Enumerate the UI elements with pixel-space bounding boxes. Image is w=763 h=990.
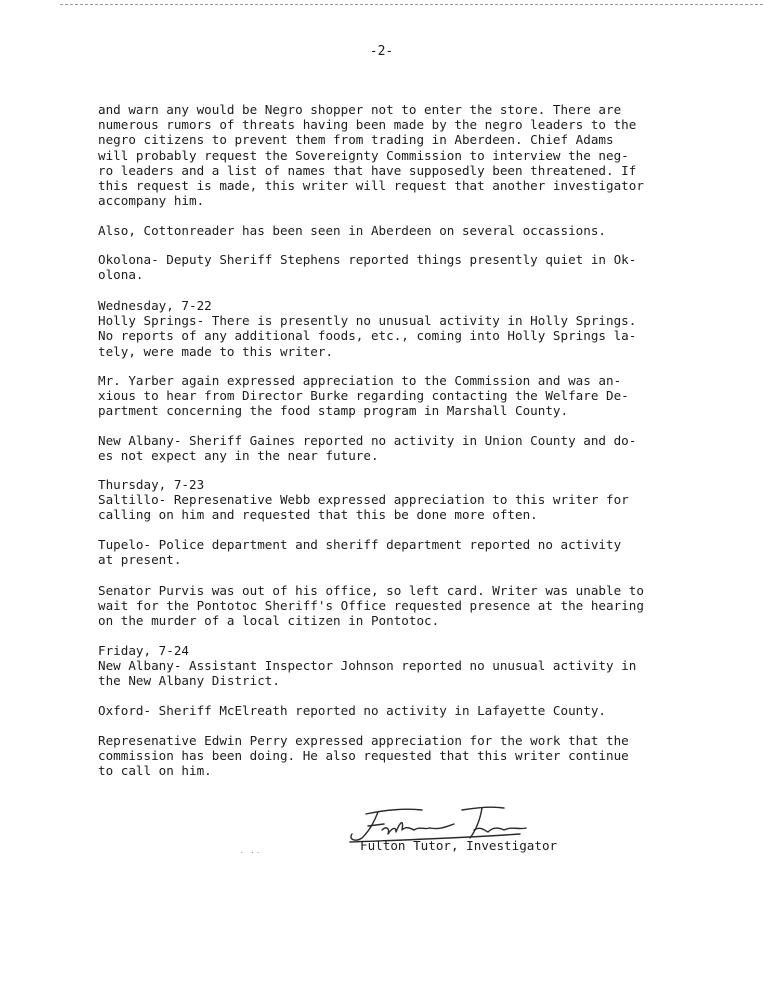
page-number: -2-: [369, 44, 394, 59]
paragraph-new-albany-gaines: New Albany- Sheriff Gaines reported no activity in Union County and do- es not expect any in the near future.: [98, 433, 637, 464]
paragraph-okolona: Okolona- Deputy Sheriff Stephens reported things presently quiet in Ok- olona.: [98, 252, 637, 283]
paragraph-senator-purvis: Senator Purvis was out of his office, so left card. Writer was unable to wait for the Pontotoc Sheriff's Office requested presence at the hearing on the murder of a local citizen in Pontotoc.: [98, 583, 644, 629]
scan-specks: ˙ ˙˙: [239, 852, 261, 862]
paragraph-thursday-saltillo: Thursday, 7-23 Saltillo- Represenative Webb expressed appreciation to this writer for calling on him and requested that this be done more often.: [98, 477, 629, 523]
paragraph-friday-new-albany: Friday, 7-24 New Albany- Assistant Inspector Johnson reported no unusual activity in the New Albany District.: [98, 643, 637, 689]
paragraph-edwin-perry: Represenative Edwin Perry expressed appreciation for the work that the commission has been doing. He also requested that this writer continue to call on him.: [98, 733, 629, 779]
paragraph-aberdeen-report: and warn any would be Negro shopper not to enter the store. There are numerous rumors of threats having been made by the negro leaders to the negro citizens to prevent them from trading in Aberdeen. Chief Adams will probably request the Sovereignty Commission to interview the neg- ro leaders and a list of names that have supposedly been threatened. If this request is made, this writer will request that another investigator accompany him.: [98, 102, 644, 209]
signature-name-title: Fulton Tutor, Investigator: [360, 838, 558, 853]
paragraph-tupelo: Tupelo- Police department and sheriff department reported no activity at present.: [98, 537, 622, 568]
paragraph-wednesday-holly-springs: Wednesday, 7-22 Holly Springs- There is presently no unusual activity in Holly Springs. No reports of any additional foods, etc., coming into Holly Springs la- tely, were made to this writer.: [98, 298, 637, 359]
paragraph-yarber: Mr. Yarber again expressed appreciation to the Commission and was an- xious to hear from Director Burke regarding contacting the Welfare De- partment concerning the food stamp program in Marshall County.: [98, 373, 629, 419]
page-top-edge: [60, 0, 763, 5]
paragraph-oxford: Oxford- Sheriff McElreath reported no activity in Lafayette County.: [98, 703, 606, 718]
paragraph-cottonreader: Also, Cottonreader has been seen in Aberdeen on several occassions.: [98, 223, 606, 238]
